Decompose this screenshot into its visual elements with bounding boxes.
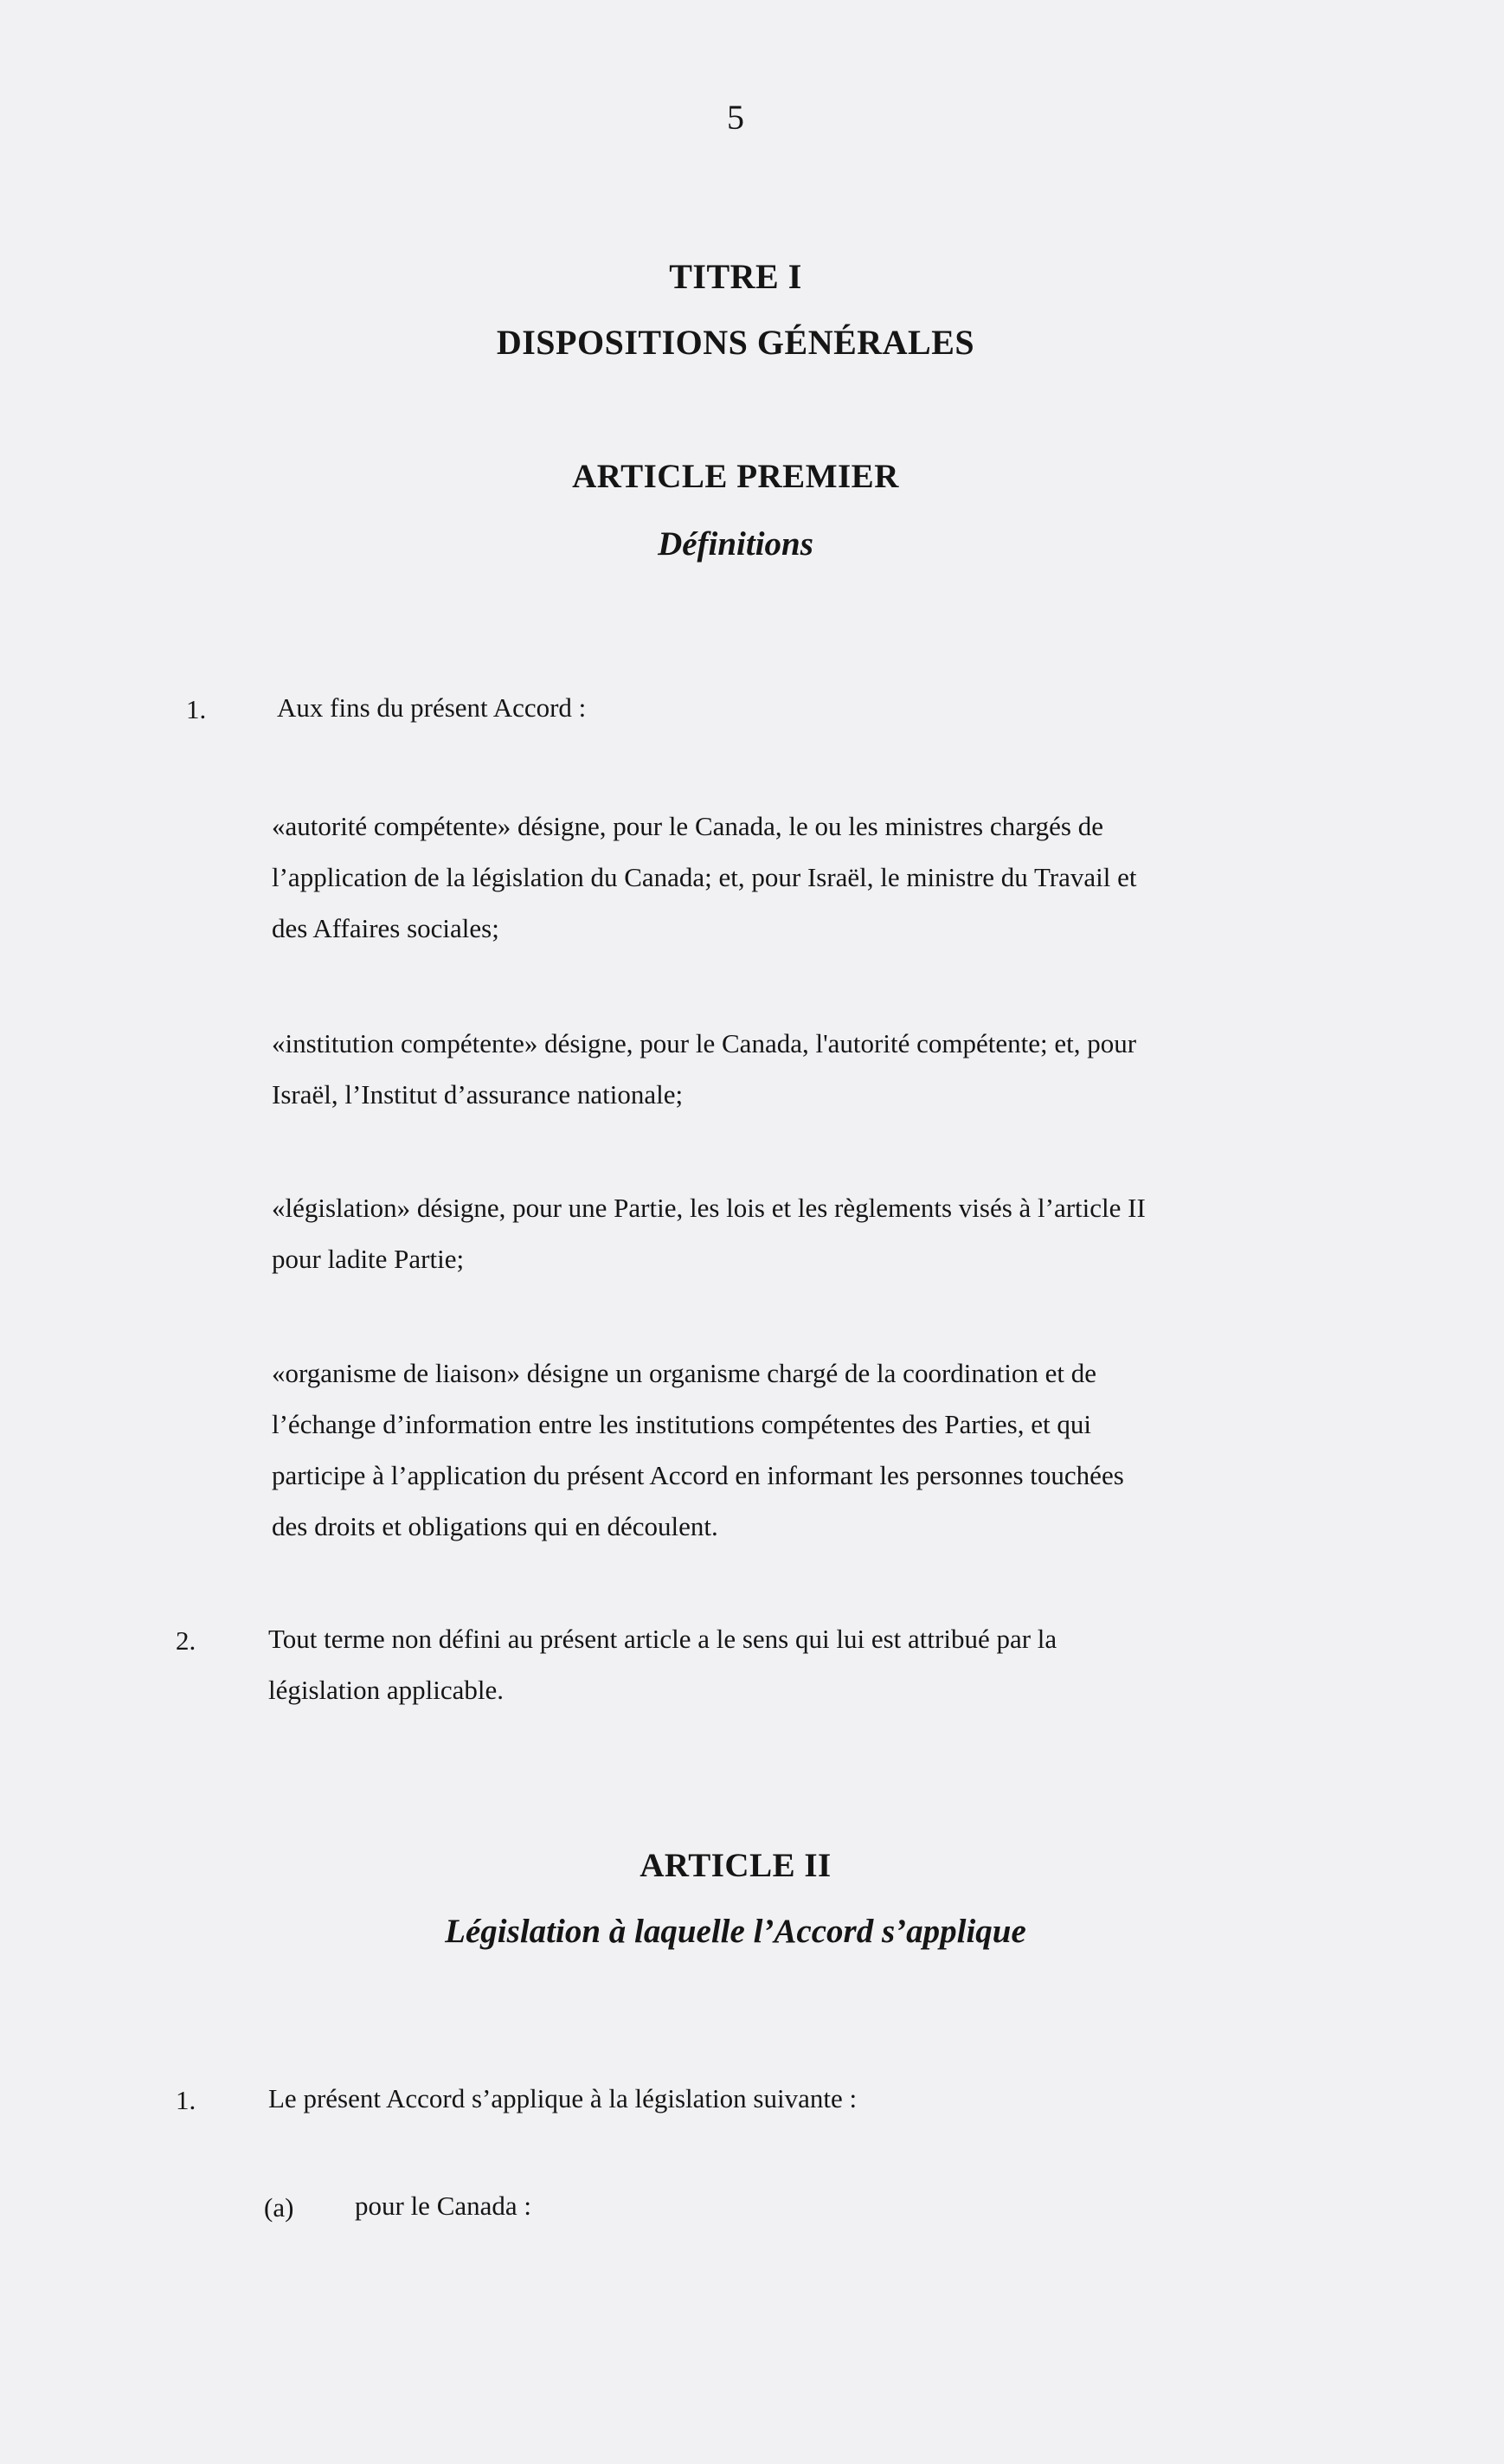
definition-line: participe à l’application du présent Accord en informant les personnes touchées	[272, 1460, 1124, 1490]
article-ii-heading: ARTICLE II	[640, 1847, 832, 1884]
title-heading: TITRE I	[669, 257, 802, 296]
definition-line: l’application de la législation du Canada; et, pour Israël, le ministre du Travail et	[272, 862, 1137, 892]
item-a-text: pour le Canada :	[355, 2191, 532, 2221]
definition-line: «institution compétente» désigne, pour le Canada, l'autorité compétente; et, pour	[272, 1028, 1137, 1058]
definition-line: Israël, l’Institut d’assurance nationale;	[272, 1079, 684, 1110]
definition-line: «autorité compétente» désigne, pour le Canada, le ou les ministres chargés de	[272, 811, 1103, 841]
paragraph-intro: Aux fins du présent Accord :	[277, 692, 587, 723]
paragraph-line: Tout terme non défini au présent article a le sens qui lui est attribué par la	[268, 1624, 1057, 1654]
article-ii-subheading: Législation à laquelle l’Accord s’applique	[445, 1913, 1026, 1950]
paragraph-2-text	[268, 1613, 1057, 1715]
definition-line: pour ladite Partie;	[272, 1244, 465, 1274]
article-ii-paragraph-1-text: Le présent Accord s’applique à la législation suivante :	[268, 2083, 858, 2113]
paragraph-number: 2.	[176, 1625, 196, 1656]
paragraph-number: 1.	[176, 2085, 196, 2115]
paragraph-number: 1.	[186, 694, 207, 724]
definitions-subheading: Définitions	[658, 525, 813, 563]
definition-line: des droits et obligations qui en découlent.	[272, 1511, 718, 1541]
definition-line: l’échange d’information entre les institutions compétentes des Parties, et qui	[272, 1409, 1091, 1439]
definition-line: «organisme de liaison» désigne un organisme chargé de la coordination et de	[272, 1358, 1096, 1388]
article-premier-heading: ARTICLE PREMIER	[572, 458, 899, 495]
paragraph-line: législation applicable.	[268, 1675, 505, 1705]
definition-autorite-competente	[272, 801, 1137, 954]
definition-organisme-de-liaison	[272, 1348, 1124, 1552]
definition-line: «législation» désigne, pour une Partie, les lois et les règlements visés à l’article II	[272, 1193, 1146, 1223]
page-number: 5	[727, 98, 744, 137]
general-provisions-heading: DISPOSITIONS GÉNÉRALES	[496, 323, 975, 362]
item-label: (a)	[264, 2192, 294, 2223]
definition-line: des Affaires sociales;	[272, 913, 499, 943]
definition-institution-competente	[272, 1018, 1136, 1120]
definition-legislation	[272, 1182, 1146, 1284]
